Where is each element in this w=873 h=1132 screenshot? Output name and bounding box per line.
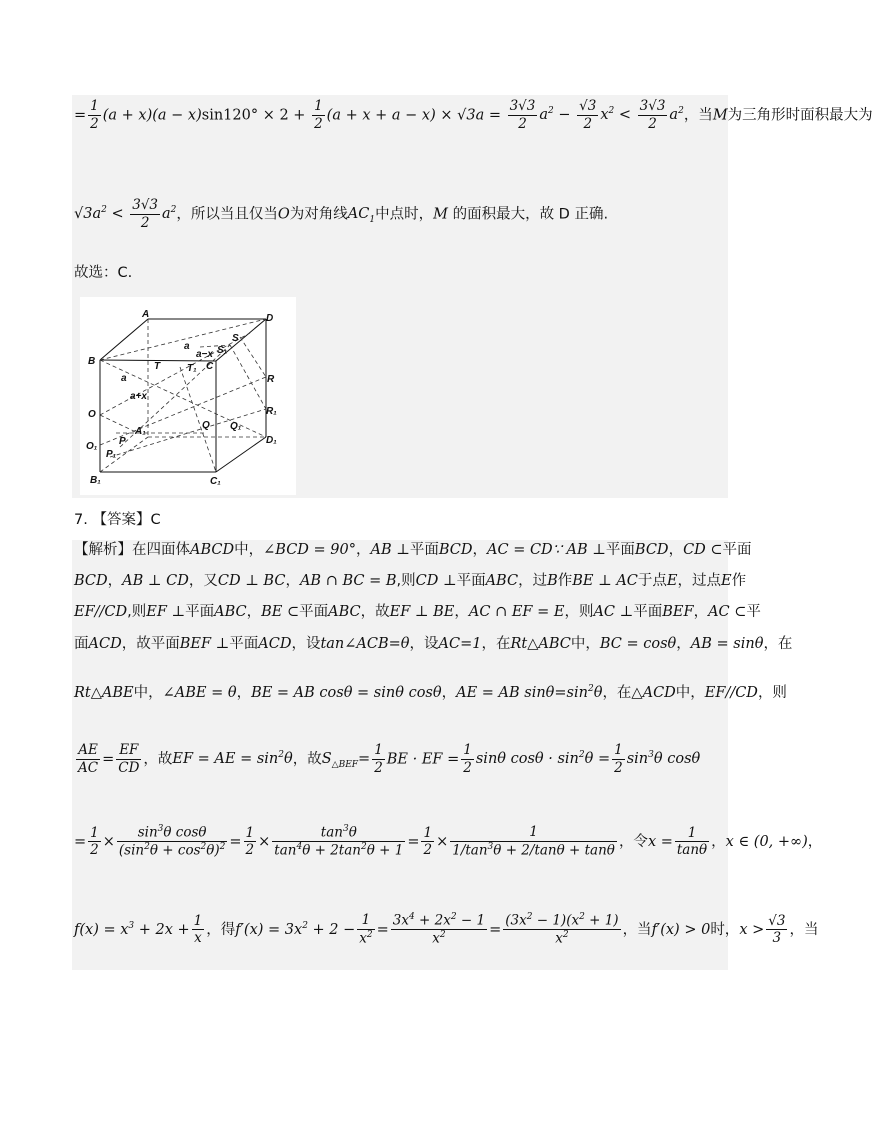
label-T: T <box>154 361 161 372</box>
label-D: D <box>266 313 274 324</box>
label-S1: S₁ <box>217 345 228 356</box>
label-D1: D₁ <box>266 435 277 446</box>
label-a-minus-x: a−x <box>196 349 213 360</box>
label-O1: O₁ <box>86 441 98 452</box>
label-R: R <box>267 374 275 385</box>
analysis-line-3: EF//CD,则EF ⊥平面ABC，BE ⊂平面ABC，故EF ⊥ BE，AC ∩ EF = E，则AC ⊥平面BEF，AC ⊂平 <box>74 604 761 620</box>
label-Q: Q <box>202 420 210 431</box>
label-A: A <box>142 309 150 320</box>
label-P: P <box>119 436 126 447</box>
label-T1: T₁ <box>187 363 197 374</box>
label-B: B <box>88 356 96 367</box>
prism-figure <box>80 297 296 495</box>
analysis-line-5: Rt△ABE中，∠ABE = θ，BE = AB cosθ = sinθ cosθ，AE = AB $\sin\theta=\sin^2\theta$，在△ACD中，EF//CD，则 <box>74 684 787 701</box>
label-S: S <box>232 333 239 344</box>
label-a-top: a <box>184 341 190 352</box>
label-R1: R₁ <box>266 406 277 417</box>
answer-choice-line: 故选：C. <box>74 265 133 281</box>
label-C: C <box>206 361 214 372</box>
label-Q1: Q₁ <box>230 421 242 432</box>
label-B1: B₁ <box>90 475 101 486</box>
label-C1: C₁ <box>210 476 221 487</box>
analysis-line-6: $\frac{AE}{AC}$ = $\frac{EF}{CD}$ ，故EF = AE = $\sin^2\theta$，故$S_{\triangle BEF}=$ $\frac{1}{2}$ BE · EF = $\frac{1}{2}$ sinθ $\cos\theta \cdot \sin^2\theta$ = $\frac{1}{2}$ $\sin^3\theta$ cosθ <box>78 742 701 776</box>
label-a-plus-x: a+x <box>130 391 147 402</box>
analysis-line-7: = $\frac{1}{2}$ × $\frac{\sin^3\theta \cos\theta}{(\sin^2\theta + \cos^2\theta)^2}$ = $\frac{1}{2}$ × $\frac{\tan^3\theta}{\tan^4\theta + 2\tan^2\theta + 1}$ = $\frac{1}{2}$ × $\frac{1}{1/\tan^3\theta + 2/\tan\theta + \tan\theta}$ ，令x = $\frac{1}{\tan\theta}$ ，x ∈ (0, +∞)， <box>74 824 823 859</box>
formula-line-2: $√3a^2$ < $\frac{3√3}{2}$ $a^2$，所以当且仅当O为对角线$AC_1$中点时，M 的面积最大，故 D 正确. <box>74 197 609 231</box>
formula-line-1: = $\frac{1}{2}$ (a + x)(a − x)sin120° × 2 + $\frac{1}{2}$ (a + x + a − x) × √3a = $\frac{3√3}{2}$ $a^2$ − $\frac{√3}{2}$ $x^2$ < $\frac{3√3}{2}$ $a^2$，当M为三角形时面积最大为 <box>74 98 873 132</box>
analysis-line-8: $f(x) = x^3 + 2x$ + $\frac{1}{x}$ ，得$f'(x) = 3x^2 + 2$ − $\frac{1}{x^2}$ = $\frac{3x^4 + 2x^2 - 1}{x^2}$ = $\frac{(3x^2 - 1)(x^2 + 1)}{x^2}$ ，当f′(x) > 0时，x > $\frac{√3}{3}$ ，当 <box>74 912 819 947</box>
analysis-line-4: 面ACD，故平面BEF ⊥平面ACD，设tan∠ACB=θ，设AC=1，在Rt△ABC中，BC = cosθ，AB = sinθ，在 <box>74 636 793 652</box>
label-O: O <box>88 409 96 420</box>
question-7-answer: 7. 【答案】C <box>74 512 161 528</box>
label-a-side: a <box>121 373 127 384</box>
analysis-line-2: BCD，AB ⊥ CD，又CD ⊥ BC，AB ∩ BC = B,则CD ⊥平面ABC，过B作BE ⊥ AC于点E，过点E作 <box>74 573 747 589</box>
label-P1: P₁ <box>106 449 117 460</box>
analysis-line-1: 【解析】在四面体ABCD中，∠BCD = 90°，AB ⊥平面BCD，AC = CD∵ AB ⊥平面BCD，CD ⊂平面 <box>74 542 752 558</box>
label-A1: A₁ <box>135 426 146 437</box>
